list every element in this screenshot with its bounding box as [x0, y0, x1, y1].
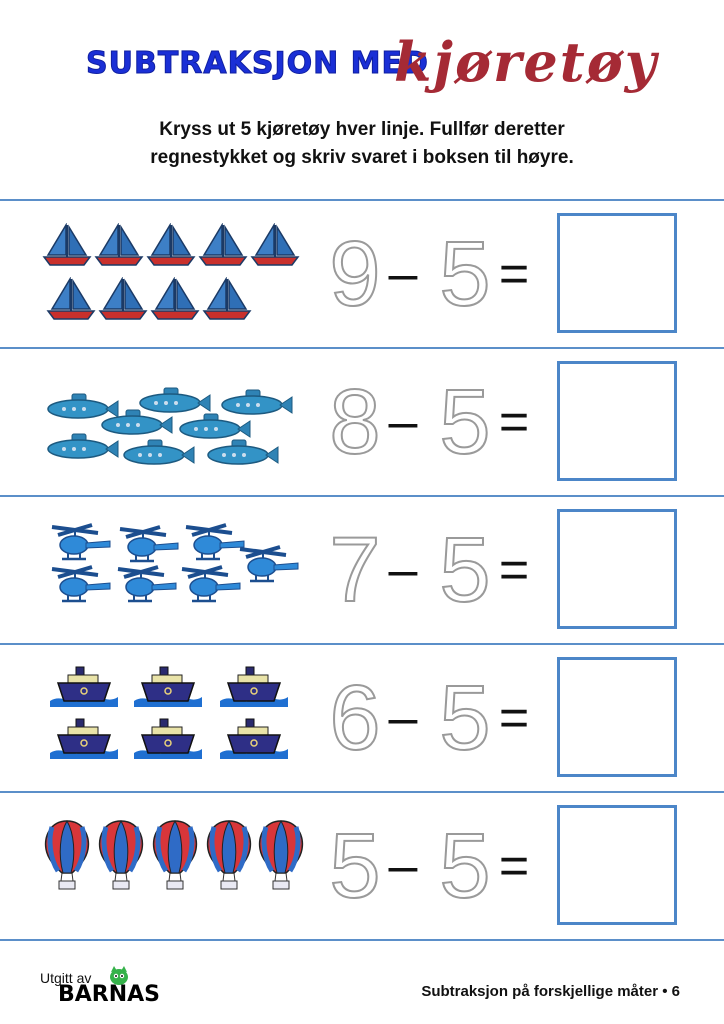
exercise-row-4	[0, 645, 724, 791]
helicopter-icon[interactable]	[48, 563, 114, 607]
equals-sign: =	[498, 393, 530, 451]
sailboat-icon[interactable]	[98, 277, 148, 321]
instruction-line1: Kryss ut 5 kjøretøy hver linje. Fullfør deretter	[159, 119, 565, 140]
ship-icon[interactable]	[218, 715, 290, 761]
equals-sign: =	[498, 837, 530, 895]
minus-sign: –	[388, 245, 418, 303]
sailboat-icon[interactable]	[198, 223, 248, 267]
vehicle-group	[40, 645, 310, 791]
helicopter-icon[interactable]	[48, 521, 114, 565]
published-by-text: Utgitt av	[40, 970, 92, 986]
sailboat-icon[interactable]	[150, 277, 200, 321]
equals-sign: =	[498, 689, 530, 747]
subtrahend-digit: 5	[439, 815, 491, 917]
sailboat-icon[interactable]	[94, 223, 144, 267]
hot-air-balloon-icon[interactable]	[96, 819, 146, 891]
submarine-icon[interactable]	[120, 437, 196, 467]
minuend-digit: 5	[329, 815, 381, 917]
equals-sign: =	[498, 245, 530, 303]
divider	[0, 939, 724, 941]
helicopter-icon[interactable]	[116, 523, 182, 567]
ship-icon[interactable]	[218, 663, 290, 709]
sailboat-icon[interactable]	[146, 223, 196, 267]
hot-air-balloon-icon[interactable]	[256, 819, 306, 891]
vehicle-group	[40, 349, 310, 495]
brand-name: BARNAS	[58, 982, 161, 1007]
instructions	[0, 116, 724, 172]
ship-icon[interactable]	[48, 663, 120, 709]
vehicle-group	[40, 497, 310, 643]
subtrahend-digit: 5	[439, 223, 491, 325]
minuend-digit: 7	[329, 519, 381, 621]
ship-icon[interactable]	[48, 715, 120, 761]
minus-sign: –	[388, 541, 418, 599]
publisher-logo	[40, 966, 180, 1016]
minus-sign: –	[388, 837, 418, 895]
minuend-digit: 9	[329, 223, 381, 325]
helicopter-icon[interactable]	[178, 563, 244, 607]
minus-sign: –	[388, 393, 418, 451]
subtrahend-digit: 5	[439, 519, 491, 621]
subtrahend-digit: 5	[439, 371, 491, 473]
title-part1: SUBTRAKSJON MED	[86, 46, 429, 81]
exercise-row-1	[0, 201, 724, 347]
sailboat-icon[interactable]	[202, 277, 252, 321]
minus-sign: –	[388, 689, 418, 747]
vehicle-group	[40, 793, 310, 939]
answer-box[interactable]	[557, 361, 677, 481]
answer-box[interactable]	[557, 805, 677, 925]
title-part2: kjøretøy	[394, 30, 659, 94]
minuend-digit: 8	[329, 371, 381, 473]
sailboat-icon[interactable]	[42, 223, 92, 267]
page-label: Subtraksjon på forskjellige måter • 6	[421, 983, 680, 1000]
answer-box[interactable]	[557, 509, 677, 629]
hot-air-balloon-icon[interactable]	[150, 819, 200, 891]
answer-box[interactable]	[557, 657, 677, 777]
sailboat-icon[interactable]	[250, 223, 300, 267]
exercise-row-2	[0, 349, 724, 495]
minuend-digit: 6	[329, 667, 381, 769]
subtrahend-digit: 5	[439, 667, 491, 769]
vehicle-group	[40, 201, 310, 347]
helicopter-icon[interactable]	[114, 563, 180, 607]
submarine-icon[interactable]	[44, 431, 120, 461]
equals-sign: =	[498, 541, 530, 599]
sailboat-icon[interactable]	[46, 277, 96, 321]
exercise-row-3	[0, 497, 724, 643]
answer-box[interactable]	[557, 213, 677, 333]
ship-icon[interactable]	[132, 663, 204, 709]
helicopter-icon[interactable]	[236, 543, 302, 587]
hot-air-balloon-icon[interactable]	[204, 819, 254, 891]
exercise-row-5	[0, 793, 724, 939]
title	[0, 30, 724, 116]
hot-air-balloon-icon[interactable]	[42, 819, 92, 891]
instruction-line2: regnestykket og skriv svaret i boksen til høyre.	[150, 147, 574, 168]
submarine-icon[interactable]	[204, 437, 280, 467]
ship-icon[interactable]	[132, 715, 204, 761]
